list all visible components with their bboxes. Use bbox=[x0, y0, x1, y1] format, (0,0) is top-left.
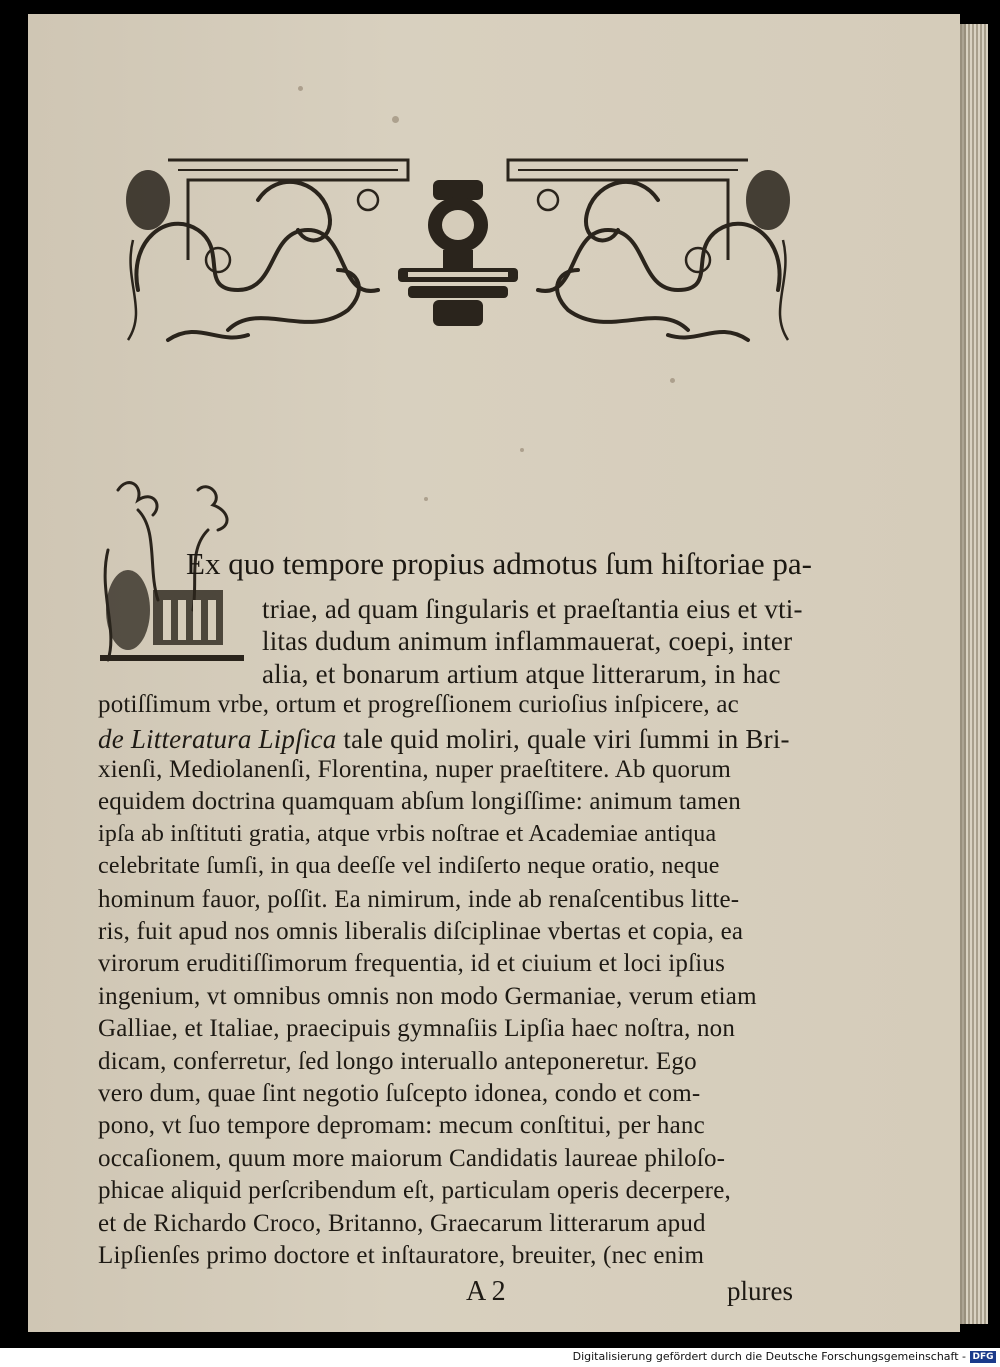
text-line: triae, ad quam ſingularis et praeſtantia eius et vti- bbox=[262, 594, 803, 624]
digitization-footer bbox=[0, 1348, 1000, 1367]
page-shadow bbox=[960, 24, 966, 1324]
text-line: dicam, conferretur, ſed longo interuallo anteponeretur. Ego bbox=[98, 1047, 697, 1075]
first-line-text: x quo tempore propius admotus ſum hiſtoriae pa- bbox=[204, 546, 812, 581]
text-line: litas dudum animum inflammauerat, coepi, inter bbox=[262, 626, 793, 657]
text-line: Lipſienſes primo doctore et inſtauratore, breuiter, (nec enim bbox=[98, 1242, 705, 1269]
text-line: celebritate ſumſi, in qua deeſſe vel indiſerto neque oratio, neque bbox=[98, 853, 720, 880]
foxing-spot bbox=[520, 448, 524, 452]
text-line: potiſſimum vrbe, ortum et progreſſionem curioſius inſpicere, ac bbox=[98, 691, 739, 719]
foxing-spot bbox=[670, 378, 675, 383]
italic-title: de Litteratura Lipſica bbox=[98, 723, 337, 754]
ornamental-headpiece bbox=[108, 140, 808, 355]
text-line: occaſionem, quum more maiorum Candidatis laureae philoſo- bbox=[98, 1144, 726, 1172]
signature-mark: A 2 bbox=[466, 1276, 506, 1307]
text-line: equidem doctrina quamquam abſum longiſſime: animum tamen bbox=[98, 788, 741, 816]
text-line: pono, vt ſuo tempore depromam: mecum conſtitui, per hanc bbox=[98, 1112, 705, 1140]
text-line: alia, et bonarum artium atque litterarum, in hac bbox=[262, 658, 781, 689]
text-line: vero dum, quae ſint negotio ſuſcepto idonea, condo et com- bbox=[98, 1080, 701, 1107]
first-line bbox=[186, 546, 812, 582]
foxing-spot bbox=[392, 116, 399, 123]
foxing-spot bbox=[298, 86, 303, 91]
text-line: ipſa ab inſtituti gratia, atque vrbis noſtrae et Academiae antiqua bbox=[98, 820, 717, 847]
dropcap-letter: E bbox=[186, 546, 205, 581]
foxing-spot bbox=[424, 497, 428, 501]
catchword: plures bbox=[727, 1276, 793, 1306]
text-line: et de Richardo Croco, Britanno, Graecarum litterarum apud bbox=[98, 1209, 706, 1237]
footer-credit: Digitalisierung gefördert durch die Deutsche Forschungsgemeinschaft - bbox=[572, 1350, 966, 1363]
dfg-logo: DFG bbox=[970, 1351, 996, 1363]
text-line: phicae aliquid perſcribendum eſt, particulam operis decerpere, bbox=[98, 1177, 731, 1205]
text-line: ingenium, vt omnibus omnis non modo Germaniae, verum etiam bbox=[98, 982, 757, 1010]
text-line: ris, fuit apud nos omnis liberalis diſciplinae vbertas et copia, ea bbox=[98, 918, 744, 945]
text-line: xienſi, Mediolanenſi, Florentina, nuper praeſtitere. Ab quorum bbox=[98, 756, 732, 783]
text-line-with-italic bbox=[98, 724, 790, 755]
text-line-rest: tale quid moliri, quale viri ſummi in Bri- bbox=[343, 723, 790, 754]
text-line: hominum fauor, poſſit. Ea nimirum, inde ab renaſcentibus litte- bbox=[98, 885, 740, 913]
text-line: Galliae, et Italiae, praecipuis gymnaſiis Lipſia haec noſtra, non bbox=[98, 1015, 736, 1043]
text-line: virorum eruditiſſimorum frequentia, id et ciuium et loci ipſius bbox=[98, 950, 726, 978]
